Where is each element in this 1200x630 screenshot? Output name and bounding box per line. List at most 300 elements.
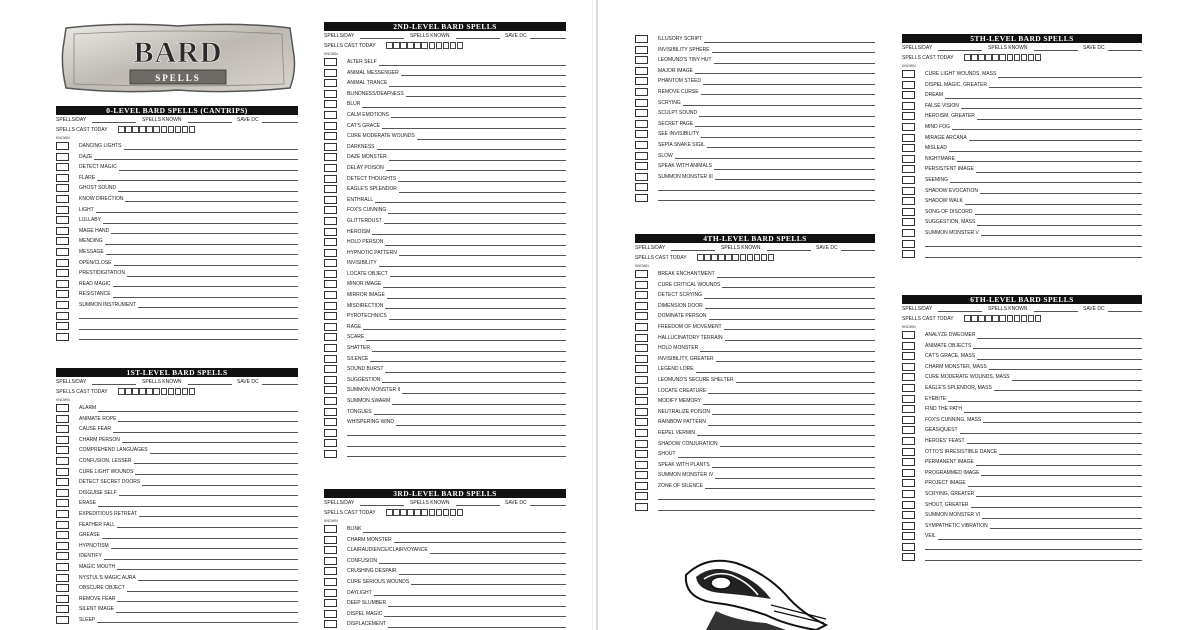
cast-checkbox[interactable] <box>999 315 1006 322</box>
known-checkbox[interactable] <box>56 574 69 582</box>
cast-checkbox[interactable] <box>964 315 971 322</box>
cast-checkbox[interactable] <box>443 42 450 49</box>
known-checkbox[interactable] <box>902 532 915 540</box>
known-checkbox[interactable] <box>902 522 915 530</box>
known-checkbox[interactable] <box>324 567 337 575</box>
spell-name: CAUSE FEAR <box>79 426 111 433</box>
spell-row <box>324 385 566 396</box>
spells-cast-today-boxes[interactable] <box>386 41 464 51</box>
known-checkbox[interactable] <box>324 249 337 257</box>
known-checkbox[interactable] <box>324 578 337 586</box>
spells-cast-today-boxes[interactable] <box>118 125 196 135</box>
cast-checkbox[interactable] <box>697 254 704 261</box>
known-checkbox[interactable] <box>635 450 648 458</box>
known-checkbox[interactable] <box>324 333 337 341</box>
known-checkbox[interactable] <box>635 397 648 405</box>
known-checkbox[interactable] <box>324 525 337 533</box>
known-checkbox[interactable] <box>324 132 337 140</box>
cast-checkbox[interactable] <box>189 388 196 395</box>
spells-per-day-row <box>324 498 566 508</box>
cast-checkbox[interactable] <box>1021 315 1028 322</box>
spell-row <box>324 89 566 100</box>
spell-row <box>902 521 1142 532</box>
known-checkbox[interactable] <box>324 546 337 554</box>
known-checkbox[interactable] <box>635 46 648 54</box>
cast-checkbox[interactable] <box>414 42 421 49</box>
known-checkbox[interactable] <box>56 605 69 613</box>
known-checkbox[interactable] <box>902 543 915 551</box>
known-checkbox[interactable] <box>324 196 337 204</box>
cast-checkbox[interactable] <box>740 254 747 261</box>
cast-checkbox[interactable] <box>1028 54 1035 61</box>
known-checkbox[interactable] <box>635 162 648 170</box>
known-checkbox[interactable] <box>902 187 915 195</box>
known-checkbox[interactable] <box>56 521 69 529</box>
spell-row <box>635 140 875 151</box>
cast-checkbox[interactable] <box>132 388 139 395</box>
known-checkbox[interactable] <box>902 155 915 163</box>
spell-name: GREASE <box>79 532 100 539</box>
spells-per-day-field[interactable] <box>92 384 136 385</box>
known-checkbox[interactable] <box>902 553 915 561</box>
cast-checkbox[interactable] <box>125 388 132 395</box>
spells-known-label: SPELLS KNOWN <box>988 306 1028 312</box>
known-checkbox[interactable] <box>56 142 69 150</box>
save-dc-field[interactable] <box>262 384 298 385</box>
known-checkbox[interactable] <box>635 270 648 278</box>
known-checkbox[interactable] <box>56 163 69 171</box>
cast-checkbox[interactable] <box>407 42 414 49</box>
cast-checkbox[interactable] <box>457 42 464 49</box>
cast-checkbox[interactable] <box>450 509 457 516</box>
known-checkbox[interactable] <box>902 479 915 487</box>
known-checkbox[interactable] <box>635 302 648 310</box>
cast-checkbox[interactable] <box>182 388 189 395</box>
spells-per-day-field[interactable] <box>360 505 404 506</box>
known-checkbox[interactable] <box>324 408 337 416</box>
known-checkbox[interactable] <box>324 365 337 373</box>
cast-checkbox[interactable] <box>118 126 125 133</box>
cast-checkbox[interactable] <box>971 54 978 61</box>
known-checkbox[interactable] <box>635 471 648 479</box>
known-checkbox[interactable] <box>902 416 915 424</box>
known-checkbox[interactable] <box>635 440 648 448</box>
known-checkbox[interactable] <box>635 365 648 373</box>
known-checkbox[interactable] <box>56 333 69 341</box>
known-checkbox[interactable] <box>324 386 337 394</box>
known-checkbox[interactable] <box>324 397 337 405</box>
known-checkbox[interactable] <box>56 436 69 444</box>
spells-cast-today-boxes[interactable] <box>964 314 1042 324</box>
known-checkbox[interactable] <box>56 184 69 192</box>
spell-name: GEAS/QUEST <box>925 427 958 434</box>
known-checkbox[interactable] <box>635 56 648 64</box>
known-checkbox[interactable] <box>902 165 915 173</box>
save-dc-field[interactable] <box>841 250 875 251</box>
cast-checkbox[interactable] <box>1035 54 1042 61</box>
cast-checkbox[interactable] <box>711 254 718 261</box>
cast-checkbox[interactable] <box>393 509 400 516</box>
known-checkbox[interactable] <box>635 461 648 469</box>
known-checkbox[interactable] <box>635 152 648 160</box>
cast-checkbox[interactable] <box>450 42 457 49</box>
section-2nd-level <box>324 22 566 460</box>
known-checkbox[interactable] <box>902 218 915 226</box>
cast-checkbox[interactable] <box>386 42 393 49</box>
known-checkbox[interactable] <box>635 323 648 331</box>
known-checkbox[interactable] <box>902 469 915 477</box>
known-checkbox[interactable] <box>324 90 337 98</box>
known-checkbox[interactable] <box>324 153 337 161</box>
spells-known-field[interactable] <box>767 250 811 251</box>
known-checkbox[interactable] <box>324 58 337 66</box>
cast-checkbox[interactable] <box>146 126 153 133</box>
cast-checkbox[interactable] <box>1021 54 1028 61</box>
cast-checkbox[interactable] <box>436 509 443 516</box>
known-checkbox[interactable] <box>324 557 337 565</box>
known-checkbox[interactable] <box>324 355 337 363</box>
spell-line <box>658 457 875 458</box>
known-checkbox[interactable] <box>902 70 915 78</box>
cast-checkbox[interactable] <box>1007 54 1014 61</box>
known-checkbox[interactable] <box>56 510 69 518</box>
known-checkbox[interactable] <box>56 259 69 267</box>
known-checkbox[interactable] <box>635 492 648 500</box>
known-checkbox[interactable] <box>324 259 337 267</box>
known-checkbox[interactable] <box>324 323 337 331</box>
cast-checkbox[interactable] <box>718 254 725 261</box>
cast-checkbox[interactable] <box>725 254 732 261</box>
known-checkbox[interactable] <box>635 67 648 75</box>
spells-per-day-row <box>324 31 566 41</box>
known-checkbox[interactable] <box>902 81 915 89</box>
cast-checkbox[interactable] <box>393 42 400 49</box>
known-checkbox[interactable] <box>324 291 337 299</box>
section-title: 1ST-LEVEL BARD SPELLS <box>56 368 298 377</box>
cast-checkbox[interactable] <box>1028 315 1035 322</box>
cast-checkbox[interactable] <box>1014 315 1021 322</box>
spells-per-day-field[interactable] <box>938 50 982 51</box>
known-checkbox[interactable] <box>324 69 337 77</box>
cast-checkbox[interactable] <box>168 388 175 395</box>
known-checkbox[interactable] <box>324 79 337 87</box>
spell-name: SEEMING <box>925 176 949 183</box>
cast-checkbox[interactable] <box>436 42 443 49</box>
known-checkbox[interactable] <box>635 334 648 342</box>
section-title: 5TH-LEVEL BARD SPELLS <box>902 34 1142 43</box>
cast-checkbox[interactable] <box>1035 315 1042 322</box>
cast-checkbox[interactable] <box>992 315 999 322</box>
known-checkbox[interactable] <box>635 376 648 384</box>
cast-checkbox[interactable] <box>146 388 153 395</box>
cast-checkbox[interactable] <box>400 42 407 49</box>
known-checkbox[interactable] <box>902 448 915 456</box>
known-checkbox[interactable] <box>324 100 337 108</box>
known-checkbox[interactable] <box>56 195 69 203</box>
known-checkbox[interactable] <box>635 173 648 181</box>
cast-checkbox[interactable] <box>153 126 160 133</box>
section-4th-level <box>635 234 875 513</box>
known-checkbox[interactable] <box>324 185 337 193</box>
cast-checkbox[interactable] <box>985 315 992 322</box>
known-checkbox[interactable] <box>635 291 648 299</box>
cast-checkbox[interactable] <box>429 42 436 49</box>
cast-checkbox[interactable] <box>443 509 450 516</box>
known-checkbox[interactable] <box>56 322 69 330</box>
known-checkbox[interactable] <box>902 240 915 248</box>
cast-checkbox[interactable] <box>754 254 761 261</box>
known-checkbox[interactable] <box>902 373 915 381</box>
known-checkbox[interactable] <box>635 355 648 363</box>
known-checkbox[interactable] <box>324 238 337 246</box>
known-checkbox[interactable] <box>324 280 337 288</box>
cast-checkbox[interactable] <box>161 126 168 133</box>
spell-row <box>902 531 1142 542</box>
known-checkbox[interactable] <box>902 197 915 205</box>
cast-checkbox[interactable] <box>168 126 175 133</box>
cast-checkbox[interactable] <box>768 254 775 261</box>
known-checkbox[interactable] <box>56 457 69 465</box>
save-dc-field[interactable] <box>1108 311 1142 312</box>
known-checkbox[interactable] <box>635 120 648 128</box>
known-checkbox[interactable] <box>56 227 69 235</box>
cast-checkbox[interactable] <box>964 54 971 61</box>
known-checkbox[interactable] <box>324 450 337 458</box>
known-checkbox[interactable] <box>324 344 337 352</box>
known-checkbox[interactable] <box>635 77 648 85</box>
save-dc-field[interactable] <box>1108 50 1142 51</box>
cast-checkbox[interactable] <box>189 126 196 133</box>
cast-checkbox[interactable] <box>704 254 711 261</box>
known-checkbox[interactable] <box>56 616 69 624</box>
cast-checkbox[interactable] <box>414 509 421 516</box>
known-checkbox[interactable] <box>635 109 648 117</box>
known-checkbox[interactable] <box>902 352 915 360</box>
known-checkbox[interactable] <box>324 111 337 119</box>
known-checkbox[interactable] <box>324 206 337 214</box>
known-checkbox[interactable] <box>902 395 915 403</box>
known-checkbox[interactable] <box>56 301 69 309</box>
cast-checkbox[interactable] <box>747 254 754 261</box>
known-checkbox[interactable] <box>56 552 69 560</box>
spells-cast-today-boxes[interactable] <box>697 253 775 263</box>
known-checkbox[interactable] <box>56 153 69 161</box>
known-checkbox[interactable] <box>902 437 915 445</box>
known-checkbox[interactable] <box>56 280 69 288</box>
known-checkbox[interactable] <box>902 363 915 371</box>
save-dc-field[interactable] <box>530 38 566 39</box>
known-checkbox[interactable] <box>635 35 648 43</box>
cast-checkbox[interactable] <box>132 126 139 133</box>
known-checkbox[interactable] <box>324 228 337 236</box>
cast-checkbox[interactable] <box>999 54 1006 61</box>
known-checkbox[interactable] <box>902 144 915 152</box>
known-checkbox[interactable] <box>56 499 69 507</box>
cast-checkbox[interactable] <box>386 509 393 516</box>
known-checkbox[interactable] <box>902 342 915 350</box>
known-checkbox[interactable] <box>902 102 915 110</box>
cast-checkbox[interactable] <box>429 509 436 516</box>
spell-name: LIGHT <box>79 206 94 213</box>
cast-checkbox[interactable] <box>971 315 978 322</box>
spell-name: RESISTANCE <box>79 291 111 298</box>
spells-known-field[interactable] <box>1034 311 1078 312</box>
known-checkbox[interactable] <box>56 446 69 454</box>
spells-cast-today-boxes[interactable] <box>964 53 1042 63</box>
known-checkbox[interactable] <box>635 130 648 138</box>
known-checkbox[interactable] <box>635 503 648 511</box>
known-checkbox[interactable] <box>635 429 648 437</box>
known-checkbox[interactable] <box>324 418 337 426</box>
known-checkbox[interactable] <box>56 425 69 433</box>
spell-row <box>635 108 875 119</box>
known-checkbox[interactable] <box>635 281 648 289</box>
spells-known-field[interactable] <box>1034 50 1078 51</box>
known-checkbox[interactable] <box>635 408 648 416</box>
cast-checkbox[interactable] <box>421 42 428 49</box>
known-checkbox[interactable] <box>324 589 337 597</box>
known-checkbox[interactable] <box>902 458 915 466</box>
known-checkbox[interactable] <box>56 542 69 550</box>
known-checkbox[interactable] <box>324 164 337 172</box>
known-checkbox[interactable] <box>635 418 648 426</box>
known-checkbox[interactable] <box>56 531 69 539</box>
spells-cast-today-boxes[interactable] <box>386 508 464 518</box>
cast-checkbox[interactable] <box>125 126 132 133</box>
spells-known-field[interactable] <box>456 505 500 506</box>
known-checkbox[interactable] <box>902 134 915 142</box>
spell-row <box>324 375 566 386</box>
known-checkbox[interactable] <box>902 501 915 509</box>
known-checkbox[interactable] <box>324 536 337 544</box>
spells-cast-today-boxes[interactable] <box>118 387 196 397</box>
known-checkbox[interactable] <box>902 123 915 131</box>
known-checkbox[interactable] <box>635 312 648 320</box>
known-checkbox[interactable] <box>56 312 69 320</box>
known-checkbox[interactable] <box>635 141 648 149</box>
known-checkbox[interactable] <box>324 143 337 151</box>
known-checkbox[interactable] <box>56 216 69 224</box>
cast-checkbox[interactable] <box>182 126 189 133</box>
known-checkbox[interactable] <box>902 91 915 99</box>
known-checkbox[interactable] <box>56 489 69 497</box>
known-checkbox[interactable] <box>324 439 337 447</box>
known-checkbox[interactable] <box>902 112 915 120</box>
cast-checkbox[interactable] <box>457 509 464 516</box>
spell-row <box>324 68 566 79</box>
known-checkbox[interactable] <box>902 384 915 392</box>
cast-checkbox[interactable] <box>175 126 182 133</box>
cast-checkbox[interactable] <box>1014 54 1021 61</box>
known-checkbox[interactable] <box>902 229 915 237</box>
known-checkbox[interactable] <box>324 610 337 618</box>
cast-checkbox[interactable] <box>978 315 985 322</box>
known-checkbox[interactable] <box>324 429 337 437</box>
spell-name: PROGRAMMED IMAGE <box>925 469 980 476</box>
spell-name: SUGGESTION <box>347 376 381 383</box>
known-checkbox[interactable] <box>56 404 69 412</box>
known-checkbox[interactable] <box>324 599 337 607</box>
known-checkbox[interactable] <box>902 331 915 339</box>
cast-checkbox[interactable] <box>421 509 428 516</box>
known-checkbox[interactable] <box>56 206 69 214</box>
known-checkbox[interactable] <box>902 250 915 258</box>
known-checkbox[interactable] <box>635 194 648 202</box>
known-checkbox[interactable] <box>56 595 69 603</box>
cast-checkbox[interactable] <box>118 388 125 395</box>
cast-checkbox[interactable] <box>139 126 146 133</box>
cast-checkbox[interactable] <box>978 54 985 61</box>
spells-known-field[interactable] <box>188 384 232 385</box>
cast-checkbox[interactable] <box>400 509 407 516</box>
known-checkbox[interactable] <box>635 99 648 107</box>
known-checkbox[interactable] <box>902 490 915 498</box>
known-checkbox[interactable] <box>324 122 337 130</box>
known-checkbox[interactable] <box>635 88 648 96</box>
known-checkbox[interactable] <box>635 387 648 395</box>
cast-checkbox[interactable] <box>153 388 160 395</box>
known-checkbox[interactable] <box>56 248 69 256</box>
known-checkbox[interactable] <box>324 376 337 384</box>
cast-checkbox[interactable] <box>175 388 182 395</box>
spells-per-day-field[interactable] <box>671 250 715 251</box>
known-checkbox[interactable] <box>56 468 69 476</box>
known-checkbox[interactable] <box>902 511 915 519</box>
known-checkbox[interactable] <box>56 584 69 592</box>
known-checkbox[interactable] <box>324 270 337 278</box>
cast-checkbox[interactable] <box>1007 315 1014 322</box>
spells-per-day-field[interactable] <box>360 38 404 39</box>
cast-checkbox[interactable] <box>139 388 146 395</box>
cast-checkbox[interactable] <box>992 54 999 61</box>
known-checkbox[interactable] <box>902 208 915 216</box>
known-checkbox[interactable] <box>635 183 648 191</box>
cast-checkbox[interactable] <box>761 254 768 261</box>
known-checkbox[interactable] <box>56 478 69 486</box>
known-checkbox[interactable] <box>324 175 337 183</box>
spells-per-day-field[interactable] <box>92 122 136 123</box>
spell-row <box>56 226 298 237</box>
cast-checkbox[interactable] <box>161 388 168 395</box>
known-checkbox[interactable] <box>324 312 337 320</box>
known-checkbox[interactable] <box>635 344 648 352</box>
known-checkbox[interactable] <box>56 237 69 245</box>
cast-checkbox[interactable] <box>407 509 414 516</box>
known-checkbox[interactable] <box>56 174 69 182</box>
cast-checkbox[interactable] <box>985 54 992 61</box>
known-checkbox[interactable] <box>635 482 648 490</box>
section-1st-level <box>56 368 298 625</box>
known-checkbox[interactable] <box>324 620 337 628</box>
known-checkbox[interactable] <box>902 176 915 184</box>
known-checkbox[interactable] <box>902 405 915 413</box>
spell-name: CRUSHING DESPAIR <box>347 568 397 575</box>
known-checkbox[interactable] <box>902 426 915 434</box>
known-checkbox[interactable] <box>56 415 69 423</box>
save-dc-field[interactable] <box>530 505 566 506</box>
spells-per-day-field[interactable] <box>938 311 982 312</box>
spell-row <box>56 247 298 258</box>
known-checkbox[interactable] <box>324 217 337 225</box>
save-dc-field[interactable] <box>262 122 298 123</box>
spells-known-field[interactable] <box>188 122 232 123</box>
known-checkbox[interactable] <box>56 290 69 298</box>
cast-checkbox[interactable] <box>732 254 739 261</box>
known-checkbox[interactable] <box>56 269 69 277</box>
known-checkbox[interactable] <box>324 302 337 310</box>
spells-known-field[interactable] <box>456 38 500 39</box>
known-checkbox[interactable] <box>56 563 69 571</box>
